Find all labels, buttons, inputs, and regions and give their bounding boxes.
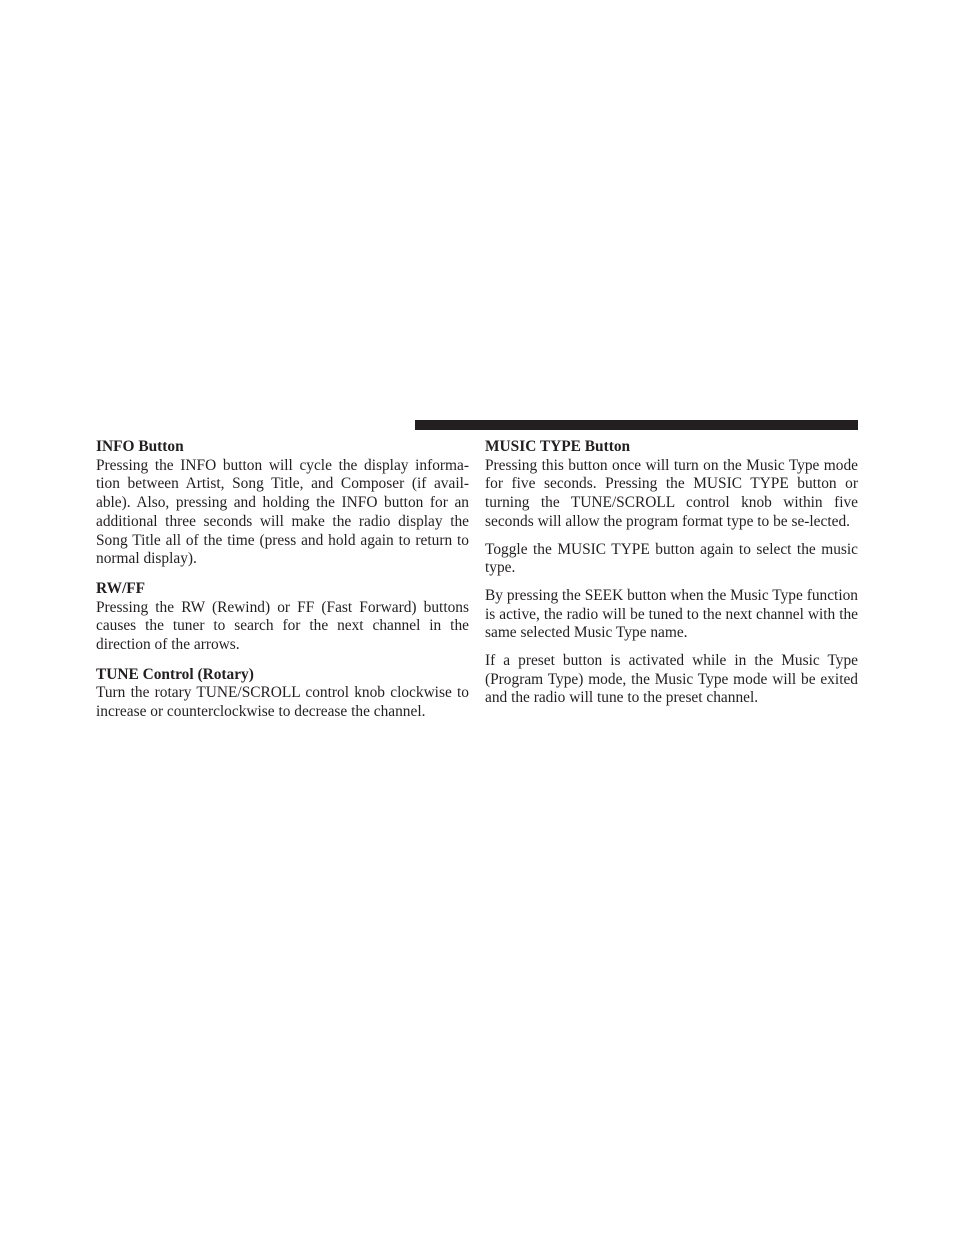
section-paragraph: Toggle the MUSIC TYPE button again to select the music type. [485,540,858,577]
header-rule [415,420,858,430]
section-paragraph: Turn the rotary TUNE/SCROLL control knob clockwise to increase or counterclockwise to decrease the channel. [96,684,469,721]
section-heading: TUNE Control (Rotary) [96,665,254,683]
section-heading: INFO Button [96,438,184,455]
section-paragraph: Pressing this button once will turn on the Music Type mode for five seconds. Pressing the MUSIC TYPE button or turning the TUNE/SCROLL control knob within five seconds will allow the program format type to be se-lected. [485,456,858,530]
right-column [485,436,858,717]
section-paragraph: By pressing the SEEK button when the Music Type function is active, the radio will be tuned to the next channel with the same selected Music Type name. [485,586,858,642]
section-music-type-button [485,436,858,708]
section-info-button [96,436,469,569]
section-rw-ff [96,578,469,655]
section-paragraph: Pressing the INFO button will cycle the display informa-tion between Artist, Song Title, and Composer (if avail-able). Also, pressing and holding the INFO button for an additional three seconds will make the radio display the Song Title all of the time (press and hold again to return to normal display). [96,456,469,568]
section-paragraph: If a preset button is activated while in the Music Type (Program Type) mode, the Music Type mode will be exited and the radio will tune to the preset channel. [485,652,858,707]
left-column [96,436,469,731]
section-tune-control [96,664,469,722]
section-paragraph: Pressing the RW (Rewind) or FF (Fast Forward) buttons causes the tuner to search for the next channel in the direction of the arrows. [96,598,469,654]
section-heading: MUSIC TYPE Button [485,438,631,455]
section-heading: RW/FF [96,579,146,597]
